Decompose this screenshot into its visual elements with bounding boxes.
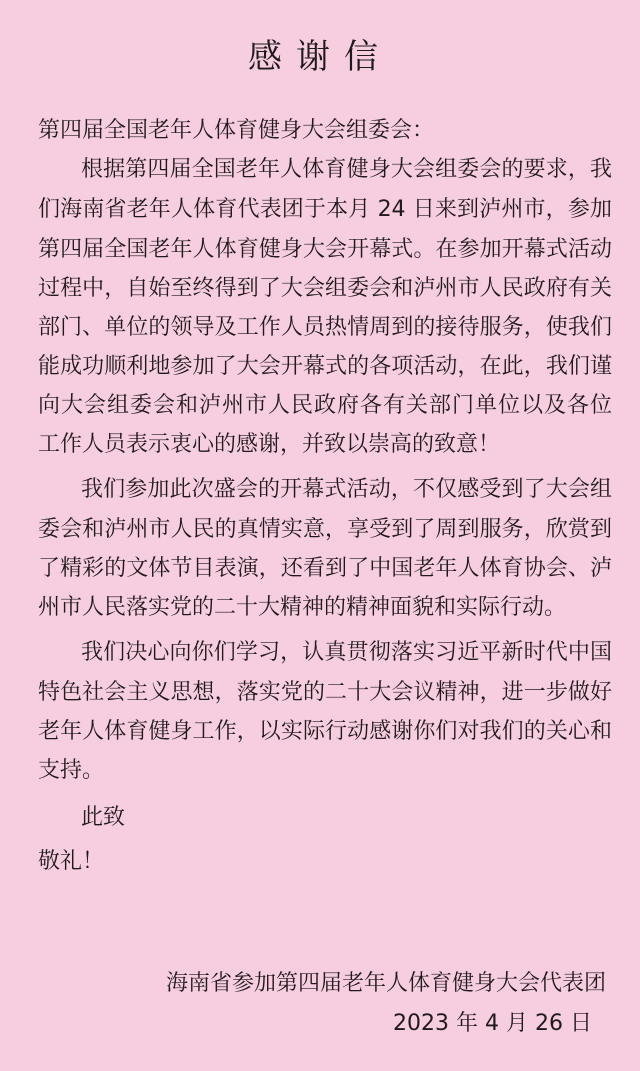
letter-title: 感谢信 xyxy=(248,37,392,77)
salutation: 第四届全国老年人体育健身大会组委会： xyxy=(38,118,435,143)
closing-greeting: 此致 xyxy=(81,805,126,830)
paragraph-1-line-1: 根据第四届全国老年人体育健身大会组委会的要求，我 xyxy=(81,157,612,182)
paragraph-1-line-5: 部门、单位的领导及工作人员热情周到的接待服务，使我们 xyxy=(38,315,612,340)
paragraph-1-line-2: 们海南省老年人体育代表团于本月 24 日来到泸州市，参加 xyxy=(38,197,612,222)
closing-regards: 敬礼！ xyxy=(38,849,105,874)
paragraph-1-line-3: 第四届全国老年人体育健身大会开幕式。在参加开幕式活动 xyxy=(38,237,612,262)
paragraph-3-line-3: 老年人体育健身工作，以实际行动感谢你们对我们的关心和 xyxy=(38,719,612,744)
paragraph-2-line-1: 我们参加此次盛会的开幕式活动，不仅感受到了大会组 xyxy=(81,477,612,502)
paragraph-2-line-3: 了精彩的文体节目表演，还看到了中国老年人体育协会、泸 xyxy=(38,556,612,581)
paragraph-2-line-4: 州市人民落实党的二十大精神的精神面貌和实际行动。 xyxy=(38,595,567,620)
paragraph-1-line-7: 向大会组委会和泸州市人民政府各有关部门单位以及各位 xyxy=(38,393,612,418)
paragraph-1-line-6: 能成功顺利地参加了大会开幕式的各项活动，在此，我们谨 xyxy=(38,354,612,379)
date: 2023 年 4 月 26 日 xyxy=(393,1011,592,1036)
paragraph-3-line-2: 特色社会主义思想，落实党的二十大会议精神，进一步做好 xyxy=(38,680,612,705)
paragraph-1-line-4: 过程中，自始至终得到了大会组委会和泸州市人民政府有关 xyxy=(38,276,612,301)
paragraph-1-line-8: 工作人员表示衷心的感谢，并致以崇高的致意！ xyxy=(38,432,501,457)
signature: 海南省参加第四届老年人体育健身大会代表团 xyxy=(165,971,606,996)
paragraph-3-line-4: 支持。 xyxy=(38,758,105,783)
paragraph-3-line-1: 我们决心向你们学习，认真贯彻落实习近平新时代中国 xyxy=(81,640,612,665)
paragraph-2-line-2: 委会和泸州市人民的真情实意，享受到了周到服务，欣赏到 xyxy=(38,517,612,542)
